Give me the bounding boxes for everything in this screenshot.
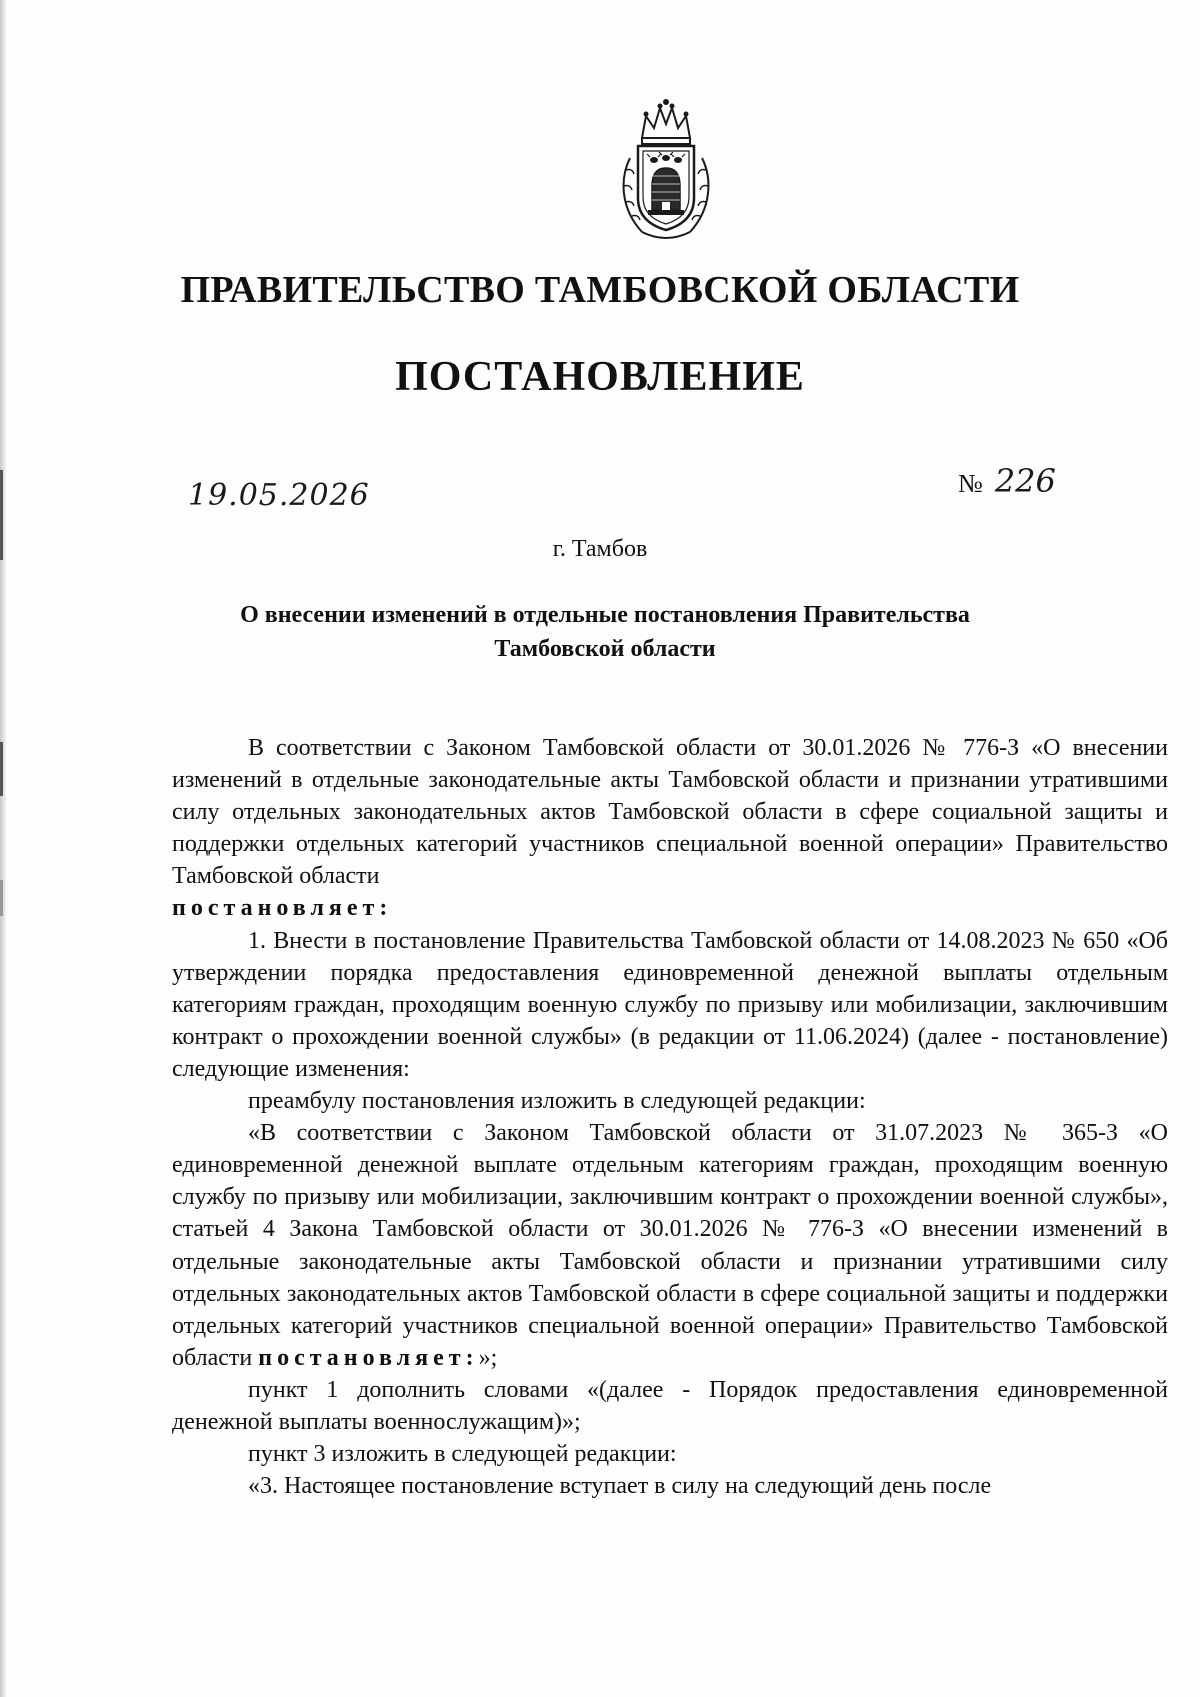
item-1-paragraph: 1. Внести в постановление Правительства Тамбовской области от 14.08.2023 № 650 «Об утверждении порядка предоставления единовременной денежной выплаты отдельным категориям граждан, проходящим военную службу по призыву или мобилизации, заключившим контракт о прохождении военной службы» (в редакции от 11.06.2024) (далее - постановление) следующие изменения: <box>172 927 1168 1082</box>
handwritten-date: 19.05.2026 <box>188 478 370 513</box>
number-sign: № <box>958 469 983 498</box>
preamble-text: В соответствии с Законом Тамбовской области от 30.01.2026 № 776-З «О внесении изменений в отдельные законодательные акты Тамбовской области и признании утратившими силу отдельных законодательных актов Тамбовской области в сфере социальной защиты и поддержки отдельных категорий участников специальной военной операции» Правительство Тамбовской области <box>172 735 1168 890</box>
point-1-instruction-paragraph: пункт 1 дополнить словами «(далее - Порядок предоставления единовременной денежной выплаты военнослужащим)»; <box>172 1376 1168 1435</box>
city-name: г. Тамбов <box>552 536 648 562</box>
document-type-title: ПОСТАНОВЛЕНИЕ <box>395 354 805 400</box>
point-3-instruction-paragraph: пункт 3 изложить в следующей редакции: <box>248 1441 677 1468</box>
organization-title: ПРАВИТЕЛЬСТВО ТАМБОВСКОЙ ОБЛАСТИ <box>180 269 1020 311</box>
resolves-text: постановляет: <box>172 895 393 922</box>
scan-edge-mark <box>0 880 3 916</box>
new-preamble-end: »; <box>478 1344 498 1371</box>
handwritten-number: 226 <box>994 462 1056 500</box>
new-preamble-resolves: постановляет: <box>258 1344 479 1371</box>
new-preamble-text: «В соответствии с Законом Тамбовской области от 31.07.2023 № 365-З «О единовременной денежной выплате отдельным категориям граждан, проходящим военную службу по призыву или мобилизации, заключившим контракт о прохождении военной службы», статьей 4 Закона Тамбовской области от 30.01.2026 № 776-З «О внесении изменений в отдельные законодательные акты Тамбовской области и признании утратившими силу отдельных законодательных актов Тамбовской области в сфере социальной защиты и поддержки отдельных категорий участников специальной военной операции» Правительство Тамбовской области <box>172 1120 1168 1371</box>
scan-edge-mark <box>0 742 3 796</box>
scan-edge-shadow <box>0 0 6 1697</box>
preamble-instruction-paragraph: преамбулу постановления изложить в следующей редакции: <box>248 1088 866 1115</box>
document-number <box>958 462 1056 500</box>
document-subject <box>180 598 1030 666</box>
subject-line: О внесении изменений в отдельные постановления Правительства <box>240 602 970 628</box>
subject-line: Тамбовской области <box>494 636 716 662</box>
new-preamble-paragraph <box>172 1117 1168 1374</box>
coat-of-arms-emblem <box>612 98 720 244</box>
point-3-text-paragraph: «3. Настоящее постановление вступает в силу на следующий день после <box>248 1473 992 1500</box>
preamble-paragraph <box>172 732 1168 892</box>
document-body <box>172 732 1168 1502</box>
resolves-paragraph <box>172 892 1168 924</box>
